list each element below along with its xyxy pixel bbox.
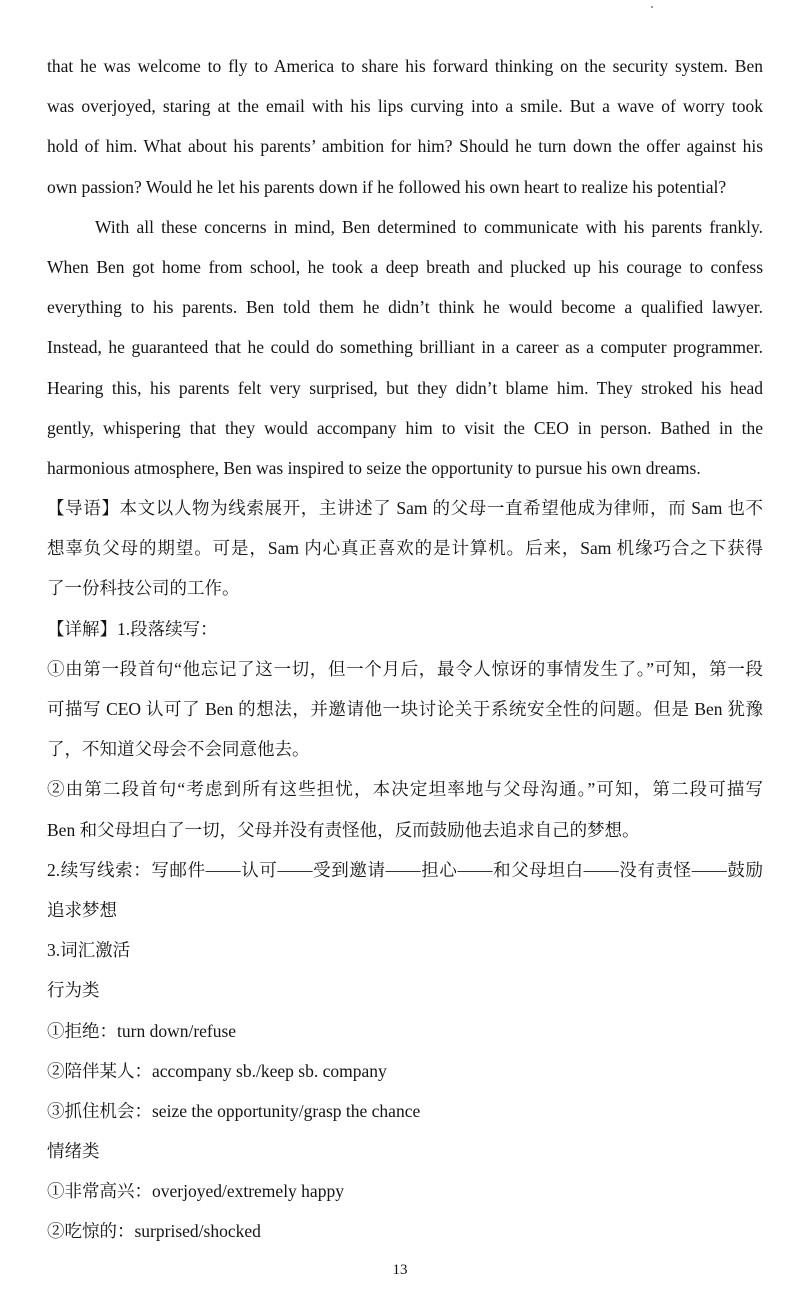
- detail-line: 可描写 CEO 认可了 Ben 的想法，并邀请他一块讨论关于系统安全性的问题。但是 Ben 犹豫: [47, 699, 763, 719]
- vocab-header: 3.词汇激活: [47, 940, 131, 961]
- detail-line: ②由第二段首句“考虑到所有这些担忧，本决定坦率地与父母沟通。”可知，第二段可描写: [47, 779, 763, 800]
- detail-line: Ben 和父母坦白了一切，父母并没有责怪他，反而鼓励他去追求自己的梦想。: [47, 819, 640, 840]
- scan-mark: [651, 6, 653, 8]
- action-vocab-list: [47, 1017, 763, 1138]
- detail-header: 【详解】1.段落续写：: [47, 618, 218, 639]
- page-number: 13: [392, 1262, 408, 1278]
- vocab-item: ②陪伴某人：accompany sb./keep sb. company: [47, 1060, 387, 1081]
- detail-line: 了，不知道父母会不会同意他去。: [47, 739, 310, 760]
- clues-line: 2.续写线索：写邮件——认可——受到邀请——担心——和父母坦白——没有责怪——鼓励: [47, 859, 763, 880]
- action-category-header: 行为类: [47, 980, 100, 1001]
- text-line: Instead, he guaranteed that he could do something brilliant in a career as a computer programmer.: [47, 337, 763, 358]
- text-line: gently, whispering that they would accompany him to visit the CEO in person. Bathed in the: [47, 417, 763, 438]
- emotion-vocab-list: [47, 1177, 763, 1257]
- document-page: [47, 52, 763, 1258]
- story-paragraph-2: [47, 213, 763, 494]
- story-paragraph-1: [47, 52, 763, 213]
- text-line: When Ben got home from school, he took a deep breath and plucked up his courage to confess: [47, 256, 763, 277]
- text-line: hold of him. What about his parents’ ambition for him? Should he turn down the offer against his: [47, 136, 763, 157]
- text-line: With all these concerns in mind, Ben determined to communicate with his parents frankly.: [95, 216, 763, 237]
- text-line: own passion? Would he let his parents down if he followed his own heart to realize his potential?: [47, 176, 727, 197]
- guide-line: 了一份科技公司的工作。: [47, 578, 240, 599]
- text-line: harmonious atmosphere, Ben was inspired to seize the opportunity to pursue his own dreams.: [47, 457, 701, 478]
- vocab-item: ①非常高兴：overjoyed/extremely happy: [47, 1181, 344, 1202]
- text-line: everything to his parents. Ben told them he didn’t think he would become a qualified lawyer.: [47, 297, 763, 318]
- emotion-category-header: 情绪类: [47, 1141, 100, 1162]
- guide-line: 【导语】本文以人物为线索展开，主讲述了 Sam 的父母一直希望他成为律师，而 Sam 也不: [47, 498, 763, 519]
- clues-section: [47, 856, 763, 936]
- vocab-item: ②吃惊的：surprised/shocked: [47, 1221, 261, 1242]
- text-line: was overjoyed, staring at the email with his lips curving into a smile. But a wave of worry took: [47, 96, 763, 117]
- vocab-item: ①拒绝：turn down/refuse: [47, 1020, 237, 1041]
- text-line: Hearing this, his parents felt very surprised, but they didn’t blame him. They stroked his head: [47, 377, 763, 398]
- vocab-item: ③抓住机会：seize the opportunity/grasp the chance: [47, 1100, 421, 1121]
- guide-section: [47, 494, 763, 615]
- text-line: that he was welcome to fly to America to share his forward thinking on the security system. Ben: [47, 56, 763, 76]
- detail-point-1: [47, 655, 763, 776]
- detail-line: ①由第一段首句“他忘记了这一切，但一个月后，最令人惊讶的事情发生了。”可知，第一段: [47, 658, 763, 679]
- clues-line: 追求梦想: [47, 899, 117, 920]
- detail-point-2: [47, 775, 763, 855]
- guide-line: 想辜负父母的期望。可是，Sam 内心真正喜欢的是计算机。后来，Sam 机缘巧合之下获得: [47, 538, 763, 559]
